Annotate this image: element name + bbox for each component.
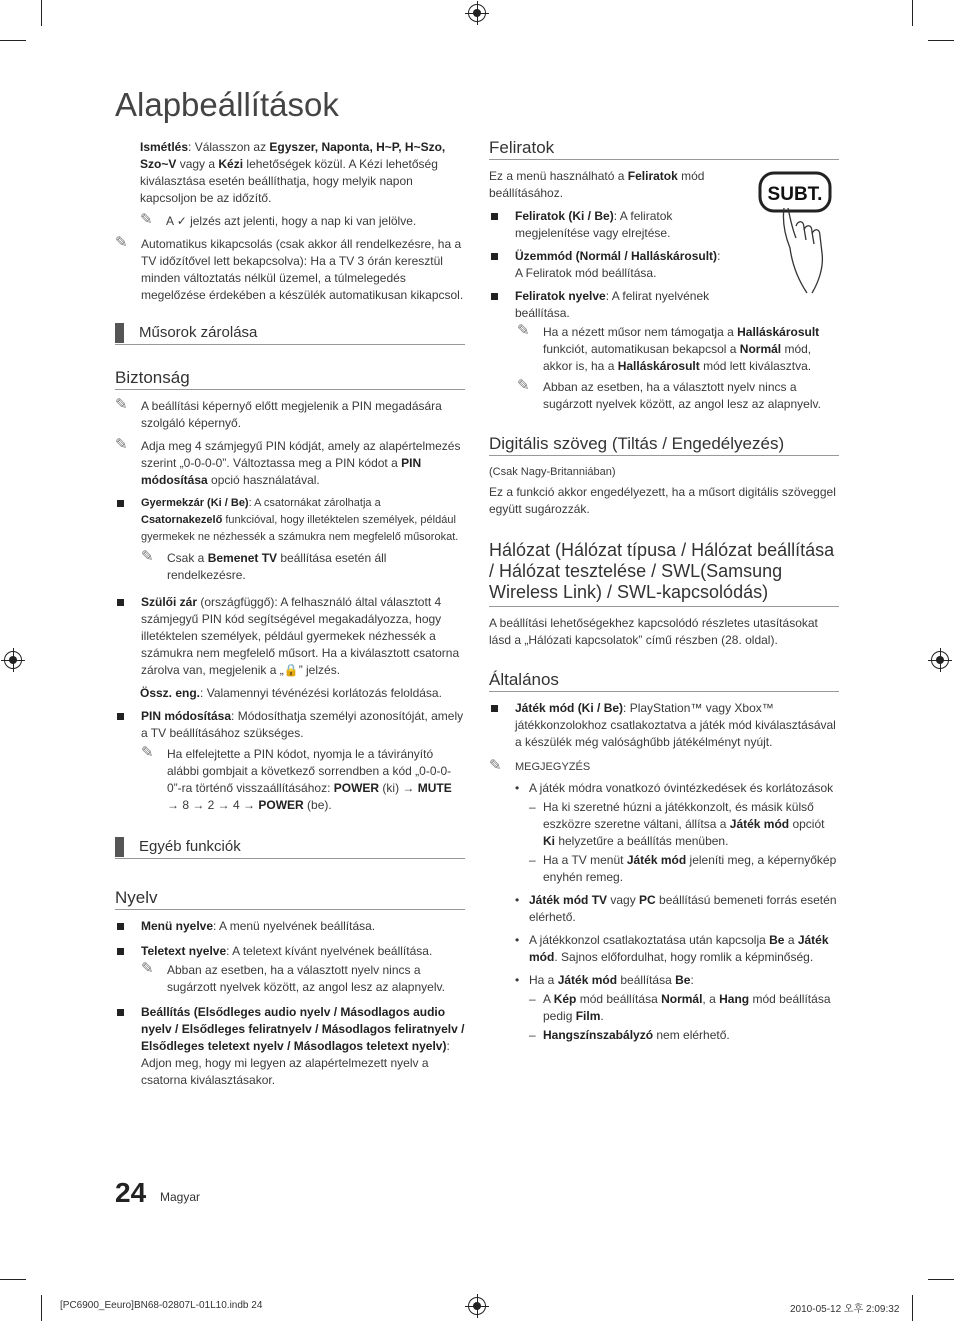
repeat-paragraph: Ismétlés: Válasszon az Egyszer, Naponta, H~P, H~Szo, Szo~V vagy a Kézi lehetőségek közül. A Kézi lehetőség kiválasztása esetén beállíthatja, hogy melyik napon kapcsoljon be az időzítő. ✎ A ✓ jelzés azt jelenti, hogy a nap ki van jelölve.: [115, 139, 465, 230]
subtitles-onoff-item: Feliratok (Ki / Be): A feliratok megjelenítése vagy elrejtése.: [489, 208, 721, 242]
page-number: 24: [115, 1177, 147, 1208]
security-note-1: ✎ A beállítási képernyő előtt megjelenik a PIN megadására szolgáló képernyő.: [115, 396, 442, 430]
unlock-all-item: Össz. eng.: Valamennyi tévénézési korlátozás feloldása.: [140, 686, 442, 700]
pencil-note-icon: ✎: [115, 234, 128, 251]
child-lock-note: ✎ Csak a Bemenet TV beállítása esetén áll rendelkezésre.: [141, 548, 387, 582]
section-network: Hálózat (Hálózat típusa / Hálózat beállítása / Hálózat tesztelése / SWL(Samsung Wireless Link) / SWL-kapcsolódás): [489, 540, 839, 607]
pencil-note-icon: ✎: [141, 960, 154, 977]
section-program-lock: Műsorok zárolása: [115, 322, 465, 345]
section-other-functions: Egyéb funkciók: [115, 836, 465, 859]
page-title: Alapbeállítások: [115, 86, 339, 123]
note-dash-3: – A Kép mód beállítása Normál, a Hang mód beállítása pedig Film.: [529, 991, 839, 1025]
section-subtitles: Feliratok: [489, 139, 839, 160]
crop-mark: [912, 1295, 913, 1321]
pencil-note-icon: ✎: [141, 548, 154, 565]
language-settings-item: Beállítás (Elsődleges audio nyelv / Másodlagos audio nyelv / Elsődleges feliratnyelv / Másodlagos feliratnyelv / Elsődleges teletext nyelv / Másodlagos teletext nyelv): Adjon meg, hogy mi legyen az alapértelmezett nyelv a csatorna kiválasztásakor.: [115, 1004, 465, 1089]
note-bullet-4: • Ha a Játék mód beállítása Be:: [515, 972, 839, 989]
parental-lock-item: Szülői zár (országfüggő): A felhasználó által választott 4 számjegyű PIN kód segítségével megakadályozza, hogy illetéktelen személyek, például gyermekek nézhessék a számukra nem megfelelő műsort. Ha a kiválasztott csatorna zárolva van, megjelenik a „🔒” jelzés.: [115, 594, 465, 679]
note-bullet-2: • Játék mód TV vagy PC beállítású bemeneti forrás esetén elérhető.: [515, 892, 839, 926]
note-dash-1: – Ha ki szeretné húzni a játékkonzolt, és másik külső eszközre szeretne váltani, állítsa a Játék mód opciót Ki helyzetűre a beállítás menüben.: [529, 799, 839, 850]
page-language: Magyar: [160, 1190, 201, 1204]
security-note-2: ✎ Adja meg 4 számjegyű PIN kódját, amely az alapértelmezés szerint „0-0-0-0”. Változtassa meg a PIN kódot a PIN módosítása opció használatával.: [115, 436, 461, 487]
pencil-note-icon: ✎: [140, 211, 153, 228]
crop-mark: [41, 1295, 42, 1321]
section-security: Biztonság: [115, 369, 465, 390]
footer-file-info: [PC6900_Eeuro]BN68-02807L-01L10.indb 24: [60, 1300, 263, 1311]
crop-mark: [928, 1279, 954, 1280]
registration-mark-icon: [468, 4, 486, 22]
subt-button-hand-illustration: [752, 168, 842, 298]
checkmark-icon: ✓: [176, 214, 187, 228]
note-dash-4: – Hangszínszabályzó nem elérhető.: [529, 1027, 839, 1044]
game-mode-item: Játék mód (Ki / Be): PlayStation™ vagy Xbox™ játékkonzolokhoz csatlakoztatva a játék mód kiválasztásával a készülék még valósághűbb játékélményt nyújt.: [489, 700, 839, 751]
subtitles-intro: Ez a menü használható a Feliratok mód beállításához.: [489, 169, 705, 200]
pencil-note-icon: ✎: [141, 744, 154, 761]
left-column: [115, 139, 465, 1089]
child-lock-item: Gyermekzár (Ki / Be): A csatornákat zárolhatja a Csatornakezelő funkcióval, hogy illetéktelen személyek, például gyermekek ne nézhessék a számukra nem megfelelő műsorokat.: [115, 495, 465, 546]
pencil-note-icon: ✎: [517, 322, 530, 339]
subtitles-mode-item: Üzemmód (Normál / Halláskárosult): A Feliratok mód beállítása.: [489, 248, 721, 282]
subtitles-note-1: ✎ Ha a nézett műsor nem támogatja a Halláskárosult funkciót, automatikusan bekapcsol a Normál mód, akkor is, ha a Halláskárosult mód lett kiválasztva.: [517, 322, 820, 373]
subtitles-language-item: Feliratok nyelve: A felirat nyelvének beállítása.: [489, 288, 721, 322]
pencil-note-icon: ✎: [517, 377, 530, 394]
note-bullet-1: • A játék módra vonatkozó óvintézkedések és korlátozások: [515, 780, 839, 797]
section-language: Nyelv: [115, 889, 465, 910]
crop-mark: [0, 1279, 26, 1280]
digital-text-desc: Ez a funkció akkor engedélyezett, ha a műsort digitális szöveggel együtt sugározzák.: [489, 485, 836, 516]
digital-text-region: (Csak Nagy-Britanniában): [489, 466, 616, 478]
note-check: ✎ A ✓ jelzés azt jelenti, hogy a nap ki van jelölve.: [140, 211, 417, 228]
crop-mark: [928, 40, 954, 41]
auto-off-note: ✎ Automatikus kikapcsolás (csak akkor áll rendelkezésre, ha a TV időzítővel lett bekapcsolva): Ha a TV 3 órán keresztül minden változtatás nélkül üzemel, a túlmelegedés megelőzése érdekében a készülék automatikusan kikapcsol.: [115, 234, 464, 302]
registration-mark-icon: [931, 651, 949, 669]
registration-mark-icon: [468, 1297, 486, 1315]
teletext-language-item: Teletext nyelve: A teletext kívánt nyelvének beállítása.: [115, 943, 465, 960]
teletext-language-note: ✎ Abban az esetben, ha a választott nyelv nincs a sugárzott nyelvek között, az angol lesz az alapnyelv.: [141, 960, 445, 994]
lock-icon: 🔒: [283, 663, 299, 677]
menu-language-item: Menü nyelve: A menü nyelvének beállítása.: [115, 918, 465, 935]
pencil-note-icon: ✎: [115, 396, 128, 413]
subt-button-label: SUBT.: [767, 184, 823, 205]
note-bullet-3: • A játékkonzol csatlakoztatása után kapcsolja Be a Játék mód. Sajnos előfordulhat, hogy romlik a képminőség.: [515, 932, 839, 966]
crop-mark: [41, 0, 42, 26]
network-desc: A beállítási lehetőségekhez kapcsolódó részletes utasításokat lásd a „Hálózati kapcsolatok” című részben (28. oldal).: [489, 616, 818, 647]
crop-mark: [0, 40, 26, 41]
pencil-note-icon: ✎: [115, 436, 128, 453]
footer-timestamp: 2010-05-12 오후 2:09:32: [790, 1304, 900, 1315]
subtitles-note-2: ✎ Abban az esetben, ha a választott nyelv nincs a sugárzott nyelvek között, az angol lesz az alapnyelv.: [517, 377, 821, 411]
crop-mark: [912, 0, 913, 26]
pin-reset-note: ✎ Ha elfelejtette a PIN kódot, nyomja le a távirányító alábbi gombjait a következő sorrendben a kód „0-0-0-0”-ra történő visszaállításához: POWER (ki) → MUTE → 8 → 2 → 4 → POWER (be).: [141, 744, 452, 812]
pin-change-item: PIN módosítása: Módosíthatja személyi azonosítóját, amely a TV beállításához szükséges.: [115, 708, 465, 742]
note-heading: ✎ MEGJEGYZÉS: [489, 757, 591, 774]
pencil-note-icon: ✎: [489, 757, 502, 774]
section-general: Általános: [489, 671, 839, 692]
section-digital-text: Digitális szöveg (Tiltás / Engedélyezés): [489, 435, 839, 456]
registration-mark-icon: [4, 651, 22, 669]
note-dash-2: – Ha a TV menüt Játék mód jeleníti meg, a képernyőkép enyhén remeg.: [529, 852, 839, 886]
